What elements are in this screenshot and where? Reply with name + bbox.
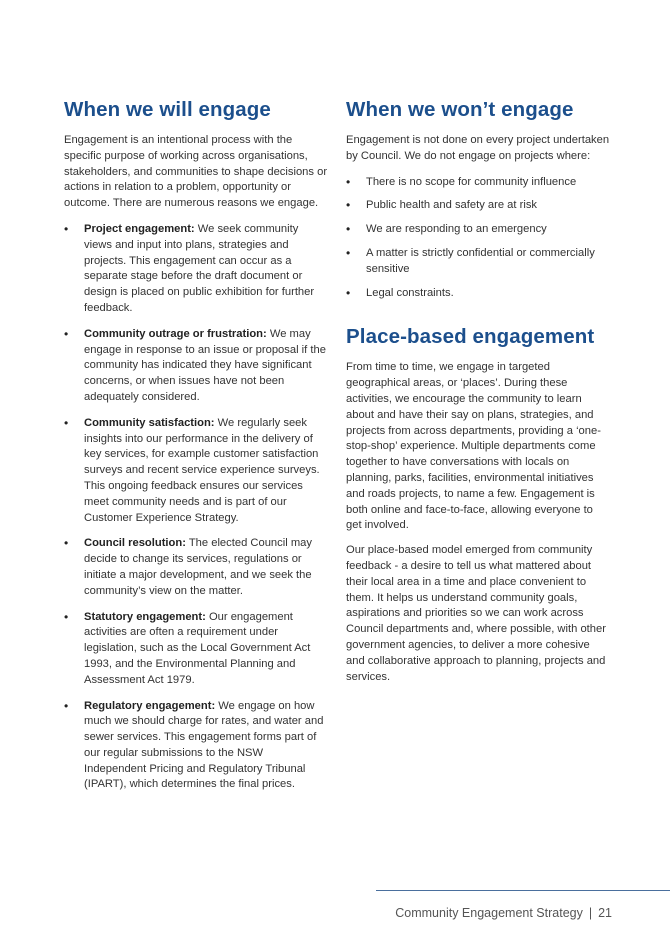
list-item: • We are responding to an emergency xyxy=(346,222,611,238)
place-based-paragraph-1: From time to time, we engage in targeted geographical areas, or ‘places’. During these activities, we encourage the community to learn about and have their say on plans, strategies, and projects from across departments, providing a ‘one-stop-shop’ experience. Multiple departments come together to have conversations with locals on planning, parks, facilities, environmental initiatives and roads projects, to name a few. Engagement is both online and face-to-face, allowing everyone to get involved. xyxy=(346,361,601,532)
list-item-text: Our engagement activities are often a requirement under legislation, such as the Local Government Act 1993, and the Environmental Planning and Assessment Act 1979. xyxy=(84,610,311,686)
page-footer xyxy=(395,906,612,920)
intro-paragraph: Engagement is an intentional process with the specific purpose of working across organisations, stakeholders, and communities to shape decisions or actions in relation to a problem, opportunity or outcome. There are numerous reasons we engage. xyxy=(64,134,328,210)
list-item-title: Community satisfaction: xyxy=(84,416,215,429)
list-item xyxy=(64,327,328,406)
document-title: Community Engagement Strategy xyxy=(395,906,583,920)
place-based-paragraph-2: Our place-based model emerged from community feedback - a desire to tell us what mattered about their local area in a time and place convenient to them. It helps us understand community goals, aspirations and priorities so we can work across Council departments and, where possible, with other government agencies, to deliver a more cohesive and collaborative approach to planning, projects and services. xyxy=(346,544,606,683)
engagement-reasons-list xyxy=(64,222,328,793)
list-item: • There is no scope for community influence xyxy=(346,175,611,191)
intro-paragraph: Engagement is not done on every project undertaken by Council. We do not engage on projects where: xyxy=(346,134,610,162)
list-item xyxy=(64,610,328,689)
list-item-text: We engage on how much we should charge for rates, and water and sewer services. This engagement forms part of our regular submissions to the NSW Independent Pricing and Regulatory Tribunal (IPART), which determines the final prices. xyxy=(84,699,324,791)
list-item-text: We seek community views and input into plans, strategies and projects. This engagement can occur as a separate stage before the draft document or design is placed on public exhibition for further feedback. xyxy=(84,222,315,314)
section-heading-when-we-will-engage: When we will engage xyxy=(64,98,271,121)
list-item-title: Council resolution: xyxy=(84,537,186,550)
list-item xyxy=(64,222,328,317)
list-item-text: We may engage in response to an issue or proposal if the community has indicated they have significant concerns, or when issues have not been adequately considered. xyxy=(84,327,326,403)
list-item-text: We regularly seek insights into our performance in the delivery of key services, for example customer satisfaction surveys and recent service experience surveys. This ongoing feedback ensures our services meet community needs and is part of our Customer Experience Strategy. xyxy=(84,416,320,524)
non-engagement-list xyxy=(346,175,611,302)
list-item-title: Statutory engagement: xyxy=(84,610,206,623)
list-item xyxy=(64,699,328,794)
section-heading-when-we-wont-engage: When we won’t engage xyxy=(346,98,574,121)
right-column xyxy=(346,96,611,685)
list-item-title: Community outrage or frustration: xyxy=(84,327,267,340)
list-item: • A matter is strictly confidential or commercially sensitive xyxy=(346,246,611,278)
footer-divider xyxy=(376,890,670,891)
list-item-title: Regulatory engagement: xyxy=(84,699,216,712)
footer-separator: | xyxy=(588,906,593,920)
section-heading-place-based-engagement: Place-based engagement xyxy=(346,325,595,349)
list-item: • Legal constraints. xyxy=(346,286,611,302)
list-item xyxy=(64,536,328,599)
list-item: • Public health and safety are at risk xyxy=(346,198,611,214)
list-item-title: Project engagement: xyxy=(84,222,195,235)
list-item xyxy=(64,416,328,527)
page-number: 21 xyxy=(598,906,612,920)
left-column xyxy=(64,96,328,803)
list-item-text: The elected Council may decide to change its services, regulations or initiate a major development, and we seek the community’s view on the matter. xyxy=(84,537,312,597)
